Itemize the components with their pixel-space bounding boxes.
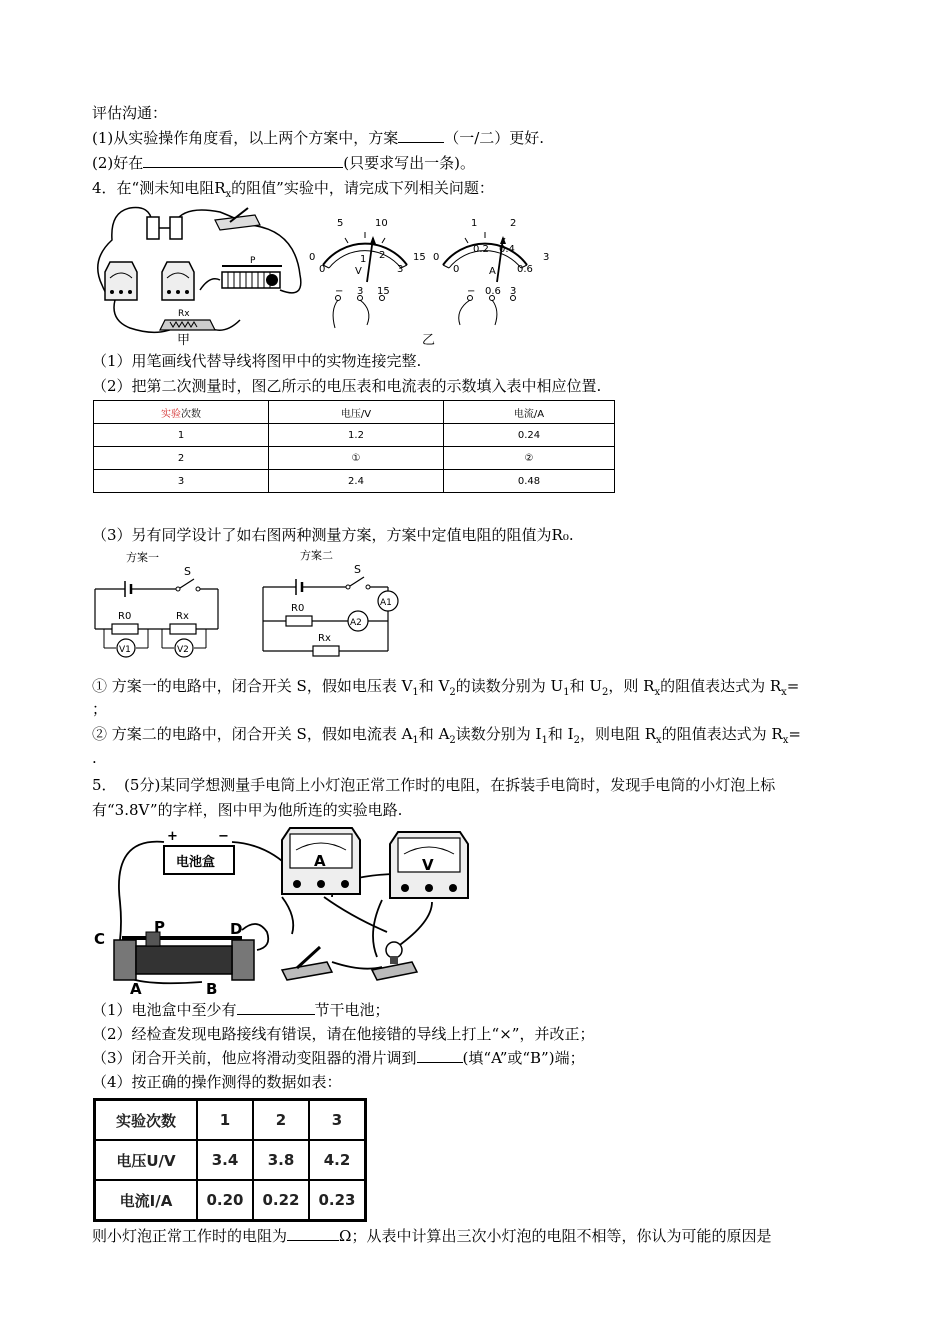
answer-blank[interactable] [417, 1048, 463, 1063]
table-cell: 3.4 [197, 1140, 253, 1180]
table-row [95, 1100, 366, 1141]
answer-blank[interactable] [237, 1000, 315, 1015]
table-header-row [94, 401, 615, 424]
table-cell: 0.23 [309, 1180, 366, 1221]
table-cell: 2 [94, 447, 269, 470]
table-cell: 0.22 [253, 1180, 309, 1221]
plan-1-title: 方案一 [126, 551, 159, 564]
voltmeter-inner-tick: 3 [397, 264, 404, 275]
rx-label: Rx [178, 309, 190, 319]
rx-label: Rx [318, 633, 331, 644]
a1-label: A1 [380, 598, 392, 608]
q4-answer-1: ① 方案一的电路中，闭合开关 S，假如电压表 $V_1$和 $V_2$的读数分别为 $U_1$和 $U_2$，则 $R_x$的阻值表达式为 $R_x=$ [92, 677, 800, 698]
table-cell: 1 [94, 424, 269, 447]
table-cell: 0.24 [444, 424, 615, 447]
table-row [94, 424, 615, 447]
voltmeter-inner-tick: 1 [360, 254, 367, 265]
ammeter-terminal-label: 3 [510, 286, 517, 297]
table-cell: 1 [197, 1100, 253, 1141]
table-header-cell: 实验次数 [94, 401, 269, 424]
table-row [95, 1140, 366, 1180]
figure-jia-apparatus [90, 200, 315, 350]
q5-last-line: 则小灯泡正常工作时的电阻为 Ω；从表中计算出三次小灯泡的电阻不相等，你认为可能的原因是 [92, 1227, 772, 1245]
terminal-a-label: A [130, 980, 142, 994]
q5-title-line-1: 5． (5分)某同学想测量手电筒上小灯泡正常工作时的电阻，在拆装手电筒时，发现手电筒的小灯泡上标 [92, 776, 776, 794]
table-row [94, 447, 615, 470]
voltmeter-inner-tick: 2 [379, 250, 386, 261]
switch-label: S [184, 565, 191, 578]
figure-q5-apparatus [92, 822, 492, 994]
terminal-d-label: D [230, 920, 243, 938]
figure-yi-caption: 乙 [422, 333, 436, 348]
plan-1-circuit [90, 547, 230, 665]
q4-data-table [93, 400, 615, 493]
rx-label: Rx [176, 611, 189, 622]
table-cell: 实验次数 [95, 1100, 198, 1141]
ammeter-inner-tick: 0 [453, 264, 460, 275]
voltmeter-inner-tick: 0 [319, 264, 326, 275]
v2-label: V2 [177, 645, 189, 655]
answer-blank[interactable] [398, 128, 444, 143]
ammeter-inner-tick: 0.6 [517, 264, 533, 275]
voltmeter-terminal-label: − [335, 286, 344, 297]
terminal-b-label: B [206, 980, 218, 994]
q4-title: 4．在“测未知电阻$R_x$的阻值”实验中，请完成下列相关问题： [92, 179, 494, 200]
meter-right-icon [162, 262, 194, 300]
table-cell: 3 [94, 470, 269, 493]
voltmeter-tick: 15 [413, 252, 426, 263]
voltmeter-terminal-label: 15 [377, 286, 390, 297]
q4-answer-2: ② 方案二的电路中，闭合开关 S，假如电流表 $A_1$和 $A_2$读数分别为 $I_1$和 $I_2$，则电阻 $R_x$的阻值表达式为 $R_x=$ [92, 725, 801, 746]
switch-icon [282, 947, 332, 980]
q4-answer-1-end: ； [92, 700, 108, 718]
q5-sub1: （1）电池盒中至少有 节干电池； [92, 1001, 390, 1019]
q5-data-table [93, 1098, 367, 1222]
ammeter-terminal-label: 0.6 [485, 286, 501, 297]
plan-2-title: 方案二 [300, 549, 333, 562]
ammeter-inner-tick: 0.4 [499, 244, 515, 255]
q4-answer-2-end: . [92, 749, 97, 767]
ammeter-terminal-label: − [467, 286, 476, 297]
meter-left-icon [105, 262, 137, 300]
ammeter-tick: 2 [510, 218, 517, 229]
plan-2-circuit [258, 545, 408, 665]
q4-sub2: （2）把第二次测量时，图乙所示的电压表和电流表的示数填入表中相应位置. [92, 377, 602, 395]
table-row [95, 1180, 366, 1221]
rheostat-icon [222, 266, 282, 288]
slider-p-label: P [250, 256, 256, 266]
q5-sub4: （4）按正确的操作测得的数据如表： [92, 1073, 342, 1091]
battery-cell [170, 217, 182, 239]
answer-blank[interactable] [287, 1226, 339, 1241]
voltmeter-terminal-label: 3 [357, 286, 364, 297]
table-cell: 0.20 [197, 1180, 253, 1221]
table-cell: 电流I/A [95, 1180, 198, 1221]
question-1-line: (1)从实验操作角度看，以上两个方案中，方案 （一/二）更好. [92, 129, 545, 147]
bulb-icon [372, 942, 417, 980]
table-cell: 电压U/V [95, 1140, 198, 1180]
switch-s [350, 577, 364, 586]
resistor-rx [170, 624, 196, 634]
switch-label: S [354, 563, 361, 576]
ammeter-tick: 3 [543, 252, 550, 263]
switch-s [180, 579, 194, 588]
table-cell: 3.8 [253, 1140, 309, 1180]
r0-label: R0 [291, 603, 305, 614]
resistor-r0 [112, 624, 138, 634]
battery-box-label: 电池盒 [176, 855, 216, 870]
table-header-cell: 电流/A [444, 401, 615, 424]
table-cell: 3 [309, 1100, 366, 1141]
voltmeter-unit: V [355, 266, 362, 277]
rheostat-icon [114, 932, 254, 980]
table-cell[interactable]: ② [444, 447, 615, 470]
ammeter-unit: A [489, 266, 496, 277]
ammeter-inner-tick: 0.2 [473, 244, 489, 255]
q4-sub3: （3）另有同学设计了如右图两种测量方案，方案中定值电阻的阻值为R₀. [92, 526, 574, 544]
voltmeter-tick: 0 [309, 252, 316, 263]
a2-label: A2 [350, 618, 362, 628]
slider-p-label: P [154, 918, 165, 936]
q5-title-line-2: 有“3.8V”的字样，图中甲为他所连的实验电路. [92, 801, 403, 819]
negative-terminal: − [218, 829, 229, 844]
q5-sub3: （3）闭合开关前，他应将滑动变阻器的滑片调到 (填“A”或“B”)端； [92, 1049, 585, 1067]
voltmeter-tick: 5 [337, 218, 344, 229]
figure-yi-meters [305, 210, 555, 335]
table-cell: 0.48 [444, 470, 615, 493]
v1-label: V1 [119, 645, 131, 655]
r0-label: R0 [118, 611, 132, 622]
figure-jia-caption: 甲 [177, 333, 191, 348]
voltmeter-tick: 10 [375, 218, 388, 229]
ammeter-label: A [314, 852, 326, 870]
ammeter-tick: 1 [471, 218, 478, 229]
table-row [94, 470, 615, 493]
table-cell: 2.4 [269, 470, 444, 493]
battery-cell [147, 217, 159, 239]
positive-terminal: + [167, 829, 178, 844]
resistor-r0 [286, 616, 312, 626]
answer-blank[interactable] [143, 153, 343, 168]
voltmeter-label: V [422, 856, 434, 874]
question-2-line: (2)好在 (只要求写出一条)。 [92, 154, 475, 172]
table-cell[interactable]: ① [269, 447, 444, 470]
table-header-cell: 电压/V [269, 401, 444, 424]
terminal-c-label: C [94, 930, 106, 948]
q5-sub2: （2）经检查发现电路接线有错误，请在他接错的导线上打上“×”，并改正； [92, 1025, 595, 1043]
section-heading: 评估沟通： [92, 104, 168, 122]
table-cell: 1.2 [269, 424, 444, 447]
resistor-rx [313, 646, 339, 656]
q4-sub1: （1）用笔画线代替导线将图甲中的实物连接完整. [92, 352, 422, 370]
table-cell: 4.2 [309, 1140, 366, 1180]
ammeter-tick: 0 [433, 252, 440, 263]
table-cell: 2 [253, 1100, 309, 1141]
